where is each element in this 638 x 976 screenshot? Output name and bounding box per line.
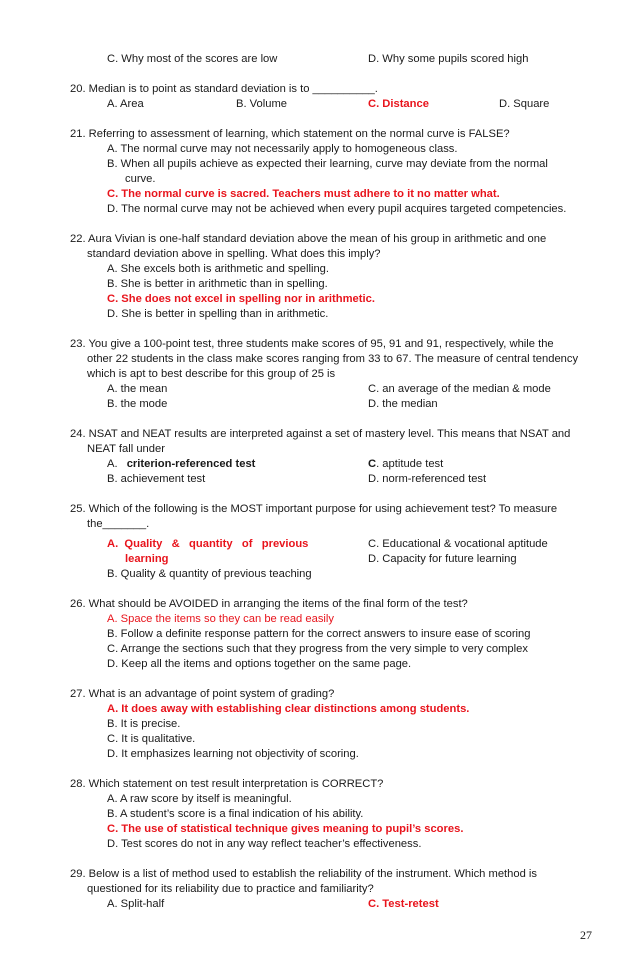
q20-option-c-answer: C. Distance (368, 98, 429, 110)
q26-option-c: C. Arrange the sections such that they progress from the very simple to very complex (107, 643, 528, 655)
q24-option-c (368, 457, 443, 472)
q20-stem: 20. Median is to point as standard deviation is to __________. (70, 83, 378, 95)
q25-stem-line2: the_______. (87, 518, 150, 530)
q25-option-a-answer-line1: A. Quality & quantity of previous (107, 538, 309, 550)
q26-option-b: B. Follow a definite response pattern for the correct answers to insure ease of scoring (107, 628, 531, 640)
q25-option-c: C. Educational & vocational aptitude (368, 538, 548, 550)
q22-option-d: D. She is better in spelling than in arithmetic. (107, 308, 329, 320)
q28-stem: 28. Which statement on test result interpretation is CORRECT? (70, 778, 384, 790)
q28-option-c-answer: C. The use of statistical technique gives meaning to pupil’s scores. (107, 823, 464, 835)
q28-option-d: D. Test scores do not in any way reflect teacher’s effectiveness. (107, 838, 422, 850)
q24-option-c-text: . aptitude test (376, 458, 444, 470)
q21-option-b-line2: curve. (125, 173, 156, 185)
q28-option-a: A. A raw score by itself is meaningful. (107, 793, 292, 805)
q26-option-a-answer: A. Space the items so they can be read easily (107, 613, 334, 625)
q23-stem-line2: other 22 students in the class make scores ranging from 33 to 67. The measure of central tendency (87, 353, 579, 365)
q24-option-a-text: criterion-referenced test (126, 458, 256, 470)
q23-option-d: D. the median (368, 398, 438, 410)
q22-stem-line1: 22. Aura Vivian is one-half standard deviation above the mean of his group in arithmetic and one (70, 233, 547, 245)
q23-option-c: C. an average of the median & mode (368, 383, 551, 395)
q24-option-a (107, 457, 255, 472)
q29-stem-line1: 29. Below is a list of method used to establish the reliability of the instrument. Which method is (70, 868, 537, 880)
q25-option-a-answer-line2: learning (125, 553, 169, 565)
q29-option-a: A. Split-half (107, 898, 165, 910)
q22-stem-line2: standard deviation above in spelling. What does this imply? (87, 248, 381, 260)
q24-option-d: D. norm-referenced test (368, 473, 487, 485)
q21-option-a: A. The normal curve may not necessarily apply to homogeneous class. (107, 143, 458, 155)
q26-option-d: D. Keep all the items and options together on the same page. (107, 658, 412, 670)
q26-stem: 26. What should be AVOIDED in arranging the items of the final form of the test? (70, 598, 468, 610)
q29-stem-line2: questioned for its reliability due to practice and familiarity? (87, 883, 374, 895)
q22-option-a: A. She excels both is arithmetic and spelling. (107, 263, 330, 275)
q28-option-b: B. A student’s score is a final indication of his ability. (107, 808, 364, 820)
q23-option-b: B. the mode (107, 398, 168, 410)
q24-option-c-letter: C (368, 458, 377, 470)
q21-stem: 21. Referring to assessment of learning, which statement on the normal curve is FALSE? (70, 128, 510, 140)
q27-option-c: C. It is qualitative. (107, 733, 196, 745)
q27-option-d: D. It emphasizes learning not objectivity of scoring. (107, 748, 359, 760)
q19-option-c: C. Why most of the scores are low (107, 53, 278, 65)
q24-option-a-letter: A. (107, 458, 118, 470)
q25-stem-line1: 25. Which of the following is the MOST important purpose for using achievement test? To measure (70, 503, 558, 515)
q21-option-d: D. The normal curve may not be achieved when every pupil acquires targeted competencies. (107, 203, 567, 215)
q20-option-b: B. Volume (236, 98, 287, 110)
q21-option-b-line1: B. When all pupils achieve as expected their learning, curve may deviate from the normal (107, 158, 548, 170)
q24-stem-line2: NEAT fall under (87, 443, 165, 455)
q22-option-c-answer: C. She does not excel in spelling nor in arithmetic. (107, 293, 375, 305)
q27-stem: 27. What is an advantage of point system of grading? (70, 688, 335, 700)
q23-option-a: A. the mean (107, 383, 168, 395)
q23-stem-line3: which is apt to best describe for this group of 25 is (87, 368, 336, 380)
q24-option-b: B. achievement test (107, 473, 206, 485)
q25-option-d: D. Capacity for future learning (368, 553, 517, 565)
q20-option-d: D. Square (499, 98, 550, 110)
q27-option-a-answer: A. It does away with establishing clear distinctions among students. (107, 703, 470, 715)
q19-option-d: D. Why some pupils scored high (368, 53, 529, 65)
q29-option-c-answer: C. Test-retest (368, 898, 439, 910)
page-number: 27 (580, 928, 592, 942)
q24-stem-line1: 24. NSAT and NEAT results are interpreted against a set of mastery level. This means that NSAT and (70, 428, 571, 440)
q25-option-b: B. Quality & quantity of previous teaching (107, 568, 312, 580)
q20-option-a: A. Area (107, 98, 144, 110)
q23-stem-line1: 23. You give a 100-point test, three students make scores of 95, 91 and 91, respectively, while the (70, 338, 554, 350)
q27-option-b: B. It is precise. (107, 718, 181, 730)
q21-option-c-answer: C. The normal curve is sacred. Teachers must adhere to it no matter what. (107, 188, 500, 200)
q22-option-b: B. She is better in arithmetic than in spelling. (107, 278, 328, 290)
